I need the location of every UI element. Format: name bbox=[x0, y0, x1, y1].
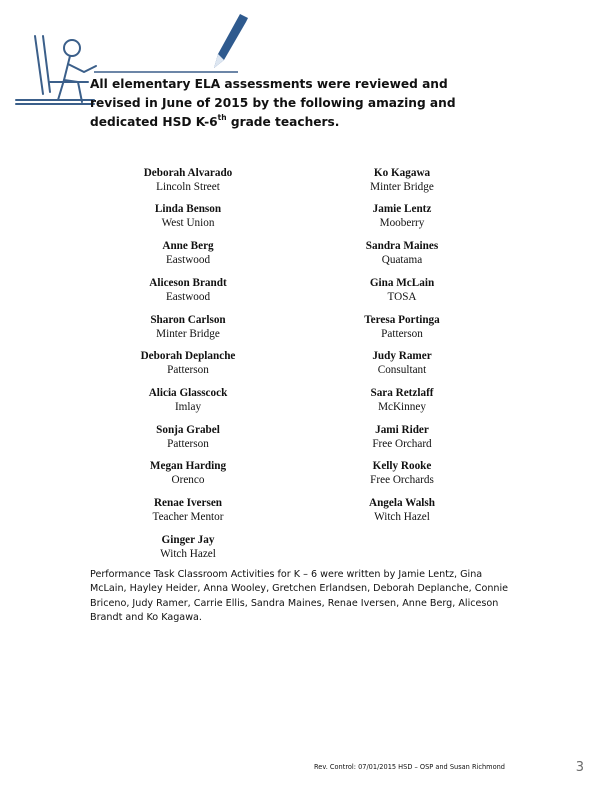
teacher-name: Ginger Jay bbox=[161, 534, 215, 546]
teacher-entry bbox=[98, 349, 278, 378]
teacher-name: Angela Walsh bbox=[368, 497, 435, 509]
teacher-name: Jami Rider bbox=[375, 424, 429, 436]
teacher-entry bbox=[312, 496, 492, 525]
teacher-school: Imlay bbox=[174, 401, 202, 413]
teacher-school: Orenco bbox=[171, 474, 205, 486]
teacher-entry bbox=[312, 349, 492, 378]
teacher-name: Judy Ramer bbox=[372, 350, 432, 362]
teacher-school: Witch Hazel bbox=[374, 511, 430, 523]
teacher-school: Patterson bbox=[381, 328, 423, 340]
teacher-school: TOSA bbox=[387, 291, 417, 303]
teacher-entry bbox=[98, 166, 278, 195]
teacher-name: Sandra Maines bbox=[365, 240, 439, 252]
teacher-school: Teacher Mentor bbox=[152, 511, 224, 523]
teacher-school: Mooberry bbox=[379, 217, 425, 229]
footer-revision-note: Rev. Control: 07/01/2015 HSD – OSP and Susan Richmond bbox=[314, 763, 505, 771]
teacher-entry bbox=[312, 459, 492, 488]
teacher-entry bbox=[98, 423, 278, 452]
teacher-school: Free Orchards bbox=[370, 474, 434, 486]
teacher-school: Minter Bridge bbox=[370, 181, 434, 193]
teacher-school: Patterson bbox=[167, 364, 209, 376]
intro-text: All elementary ELA assessments were reviewed and revised in June of 2015 by the following amazing and dedicated HSD K-6 bbox=[90, 77, 456, 129]
teacher-entry bbox=[98, 239, 278, 268]
teacher-entry bbox=[98, 459, 278, 488]
teacher-entry bbox=[98, 496, 278, 525]
teacher-name: Alicia Glasscock bbox=[148, 387, 228, 399]
teacher-school: Free Orchard bbox=[372, 438, 432, 450]
intro-superscript: th bbox=[217, 113, 227, 122]
teacher-entry bbox=[98, 313, 278, 342]
teacher-name: Gina McLain bbox=[369, 277, 435, 289]
teacher-name: Ko Kagawa bbox=[373, 167, 431, 179]
page-number: 3 bbox=[575, 760, 584, 775]
teacher-entry bbox=[312, 202, 492, 231]
teacher-name: Renae Iversen bbox=[153, 497, 223, 509]
teacher-name: Kelly Rooke bbox=[372, 460, 432, 472]
teacher-name: Aliceson Brandt bbox=[149, 277, 227, 289]
teacher-entry bbox=[312, 166, 492, 195]
teacher-entry bbox=[98, 386, 278, 415]
teacher-name: Megan Harding bbox=[149, 460, 227, 472]
teacher-name: Sara Retzlaff bbox=[370, 387, 434, 399]
teacher-name: Deborah Alvarado bbox=[143, 167, 233, 179]
intro-tail: grade teachers. bbox=[226, 115, 340, 129]
teacher-school: Consultant bbox=[377, 364, 427, 376]
teacher-name: Anne Berg bbox=[162, 240, 214, 252]
teacher-entry bbox=[312, 239, 492, 268]
teacher-entry bbox=[98, 533, 278, 562]
teacher-entry bbox=[98, 276, 278, 305]
credits-paragraph: Performance Task Classroom Activities for K – 6 were written by Jamie Lentz, Gina McLain, Hayley Heider, Anna Wooley, Gretchen Erlandsen, Deborah Deplanche, Connie Briceno, Judy Ramer, Carrie Ellis, Sandra Maines, Renae Iversen, Anne Berg, Aliceson Brandt and Ko Kagawa. bbox=[90, 569, 509, 624]
teacher-entry bbox=[98, 202, 278, 231]
teacher-school: Patterson bbox=[167, 438, 209, 450]
teacher-name: Teresa Portinga bbox=[364, 314, 440, 326]
teacher-entry bbox=[312, 313, 492, 342]
teacher-school: Lincoln Street bbox=[156, 181, 220, 193]
teacher-name: Jamie Lentz bbox=[372, 203, 432, 215]
teacher-school: West Union bbox=[161, 217, 215, 229]
teacher-name: Sonja Grabel bbox=[156, 424, 220, 436]
teacher-entry bbox=[312, 386, 492, 415]
teacher-entry bbox=[312, 276, 492, 305]
teacher-name: Linda Benson bbox=[154, 203, 222, 215]
teacher-school: Witch Hazel bbox=[160, 548, 216, 560]
teacher-school: Eastwood bbox=[165, 291, 211, 303]
teacher-name: Sharon Carlson bbox=[150, 314, 226, 326]
teacher-school: Quatama bbox=[381, 254, 423, 266]
teacher-entry bbox=[312, 423, 492, 452]
teacher-name: Deborah Deplanche bbox=[140, 350, 236, 362]
teacher-school: Eastwood bbox=[165, 254, 211, 266]
teacher-school: Minter Bridge bbox=[156, 328, 220, 340]
teacher-school: McKinney bbox=[378, 401, 426, 413]
